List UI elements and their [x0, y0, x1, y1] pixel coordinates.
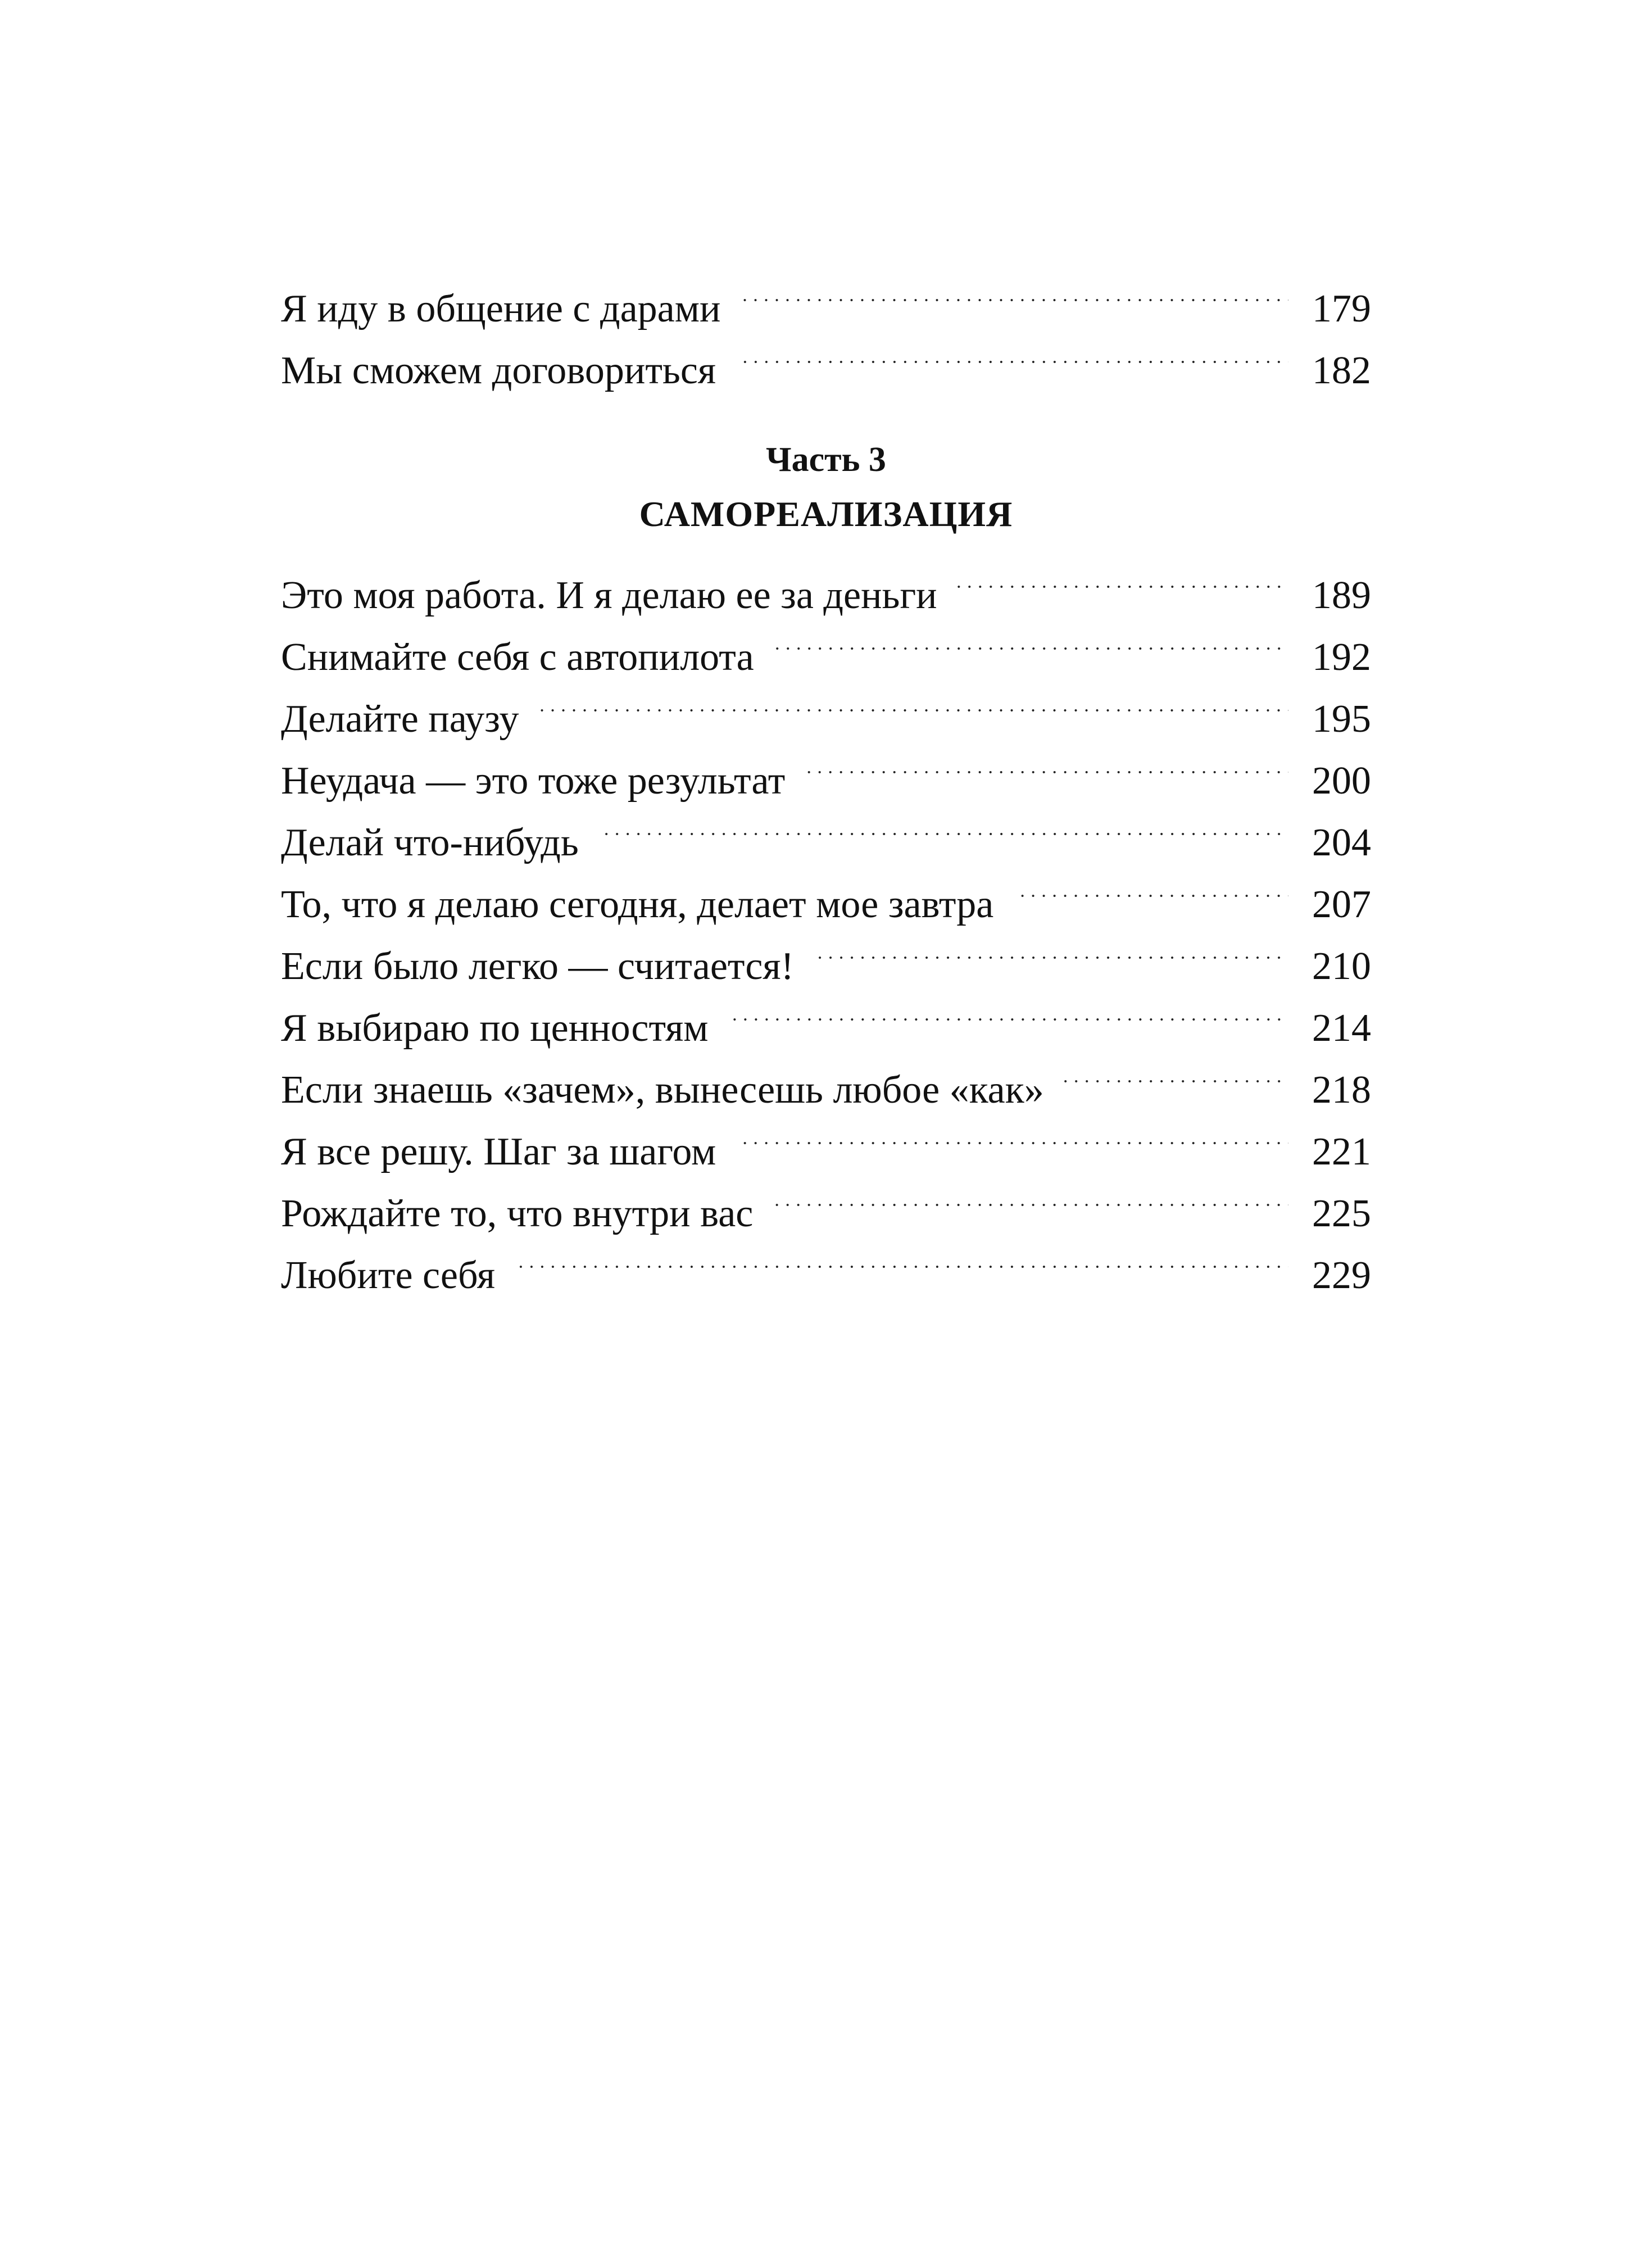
toc-section-list — [281, 546, 1371, 1297]
toc-entry-page: 210 — [1312, 945, 1371, 988]
toc-entry-title: Если знаешь «зачем», вынесешь любое «как» — [281, 1068, 1044, 1112]
part-label: Часть 3 — [766, 441, 886, 479]
toc-entry-page: 204 — [1312, 821, 1371, 864]
toc-entry-title: Я иду в общение с дарами — [281, 287, 721, 330]
toc-entry-page: 229 — [1312, 1254, 1371, 1297]
dot-leader — [805, 732, 1288, 794]
toc-entry-title: Мы сможем договориться — [281, 349, 716, 392]
toc-entry — [281, 546, 1371, 617]
toc-entry-page: 207 — [1312, 883, 1371, 926]
dot-leader — [1014, 855, 1288, 917]
dot-leader — [736, 1103, 1288, 1164]
toc-entry-page: 200 — [1312, 759, 1371, 803]
toc-entry-title: Я выбираю по ценностям — [281, 1007, 709, 1050]
dot-leader — [774, 608, 1288, 670]
dot-leader — [599, 794, 1288, 855]
toc-entry-title: То, что я делаю сегодня, делает мое завтра — [281, 883, 994, 926]
toc-entry-title: Делайте паузу — [281, 697, 519, 741]
dot-leader — [814, 917, 1288, 979]
toc-entry-page: 214 — [1312, 1007, 1371, 1050]
toc-continued-list — [281, 260, 1371, 392]
toc-entry-page: 221 — [1312, 1130, 1371, 1173]
toc-entry-page: 189 — [1312, 574, 1371, 617]
toc-entry — [281, 260, 1371, 330]
dot-leader — [736, 321, 1288, 383]
toc-entry-page: 195 — [1312, 697, 1371, 741]
toc-entry-title: Любите себя — [281, 1254, 496, 1297]
toc-entry-page: 225 — [1312, 1192, 1371, 1235]
toc-entry-title: Если было легко — считается! — [281, 945, 794, 988]
toc-entry-title: Я все решу. Шаг за шагом — [281, 1130, 716, 1173]
toc-entry-title: Рождайте то, что внутри вас — [281, 1192, 754, 1235]
dot-leader — [515, 1226, 1288, 1288]
toc-entry-title: Делай что-нибудь — [281, 821, 579, 864]
toc-entry-title: Снимайте себя с автопилота — [281, 636, 754, 679]
dot-leader — [741, 260, 1288, 321]
part-title: САМОРЕАЛИЗАЦИЯ — [639, 494, 1013, 534]
toc-entry-page: 192 — [1312, 636, 1371, 679]
toc-entry-page: 179 — [1312, 287, 1371, 330]
toc-entry-page: 218 — [1312, 1068, 1371, 1112]
dot-leader — [729, 979, 1288, 1041]
dot-leader — [957, 546, 1288, 608]
dot-leader — [539, 670, 1288, 732]
toc-entry-title: Неудача — это тоже результат — [281, 759, 786, 803]
toc-entry-title: Это моя работа. И я делаю ее за деньги — [281, 574, 937, 617]
toc-entry-page: 182 — [1312, 349, 1371, 392]
dot-leader — [773, 1164, 1288, 1226]
dot-leader — [1064, 1041, 1288, 1103]
